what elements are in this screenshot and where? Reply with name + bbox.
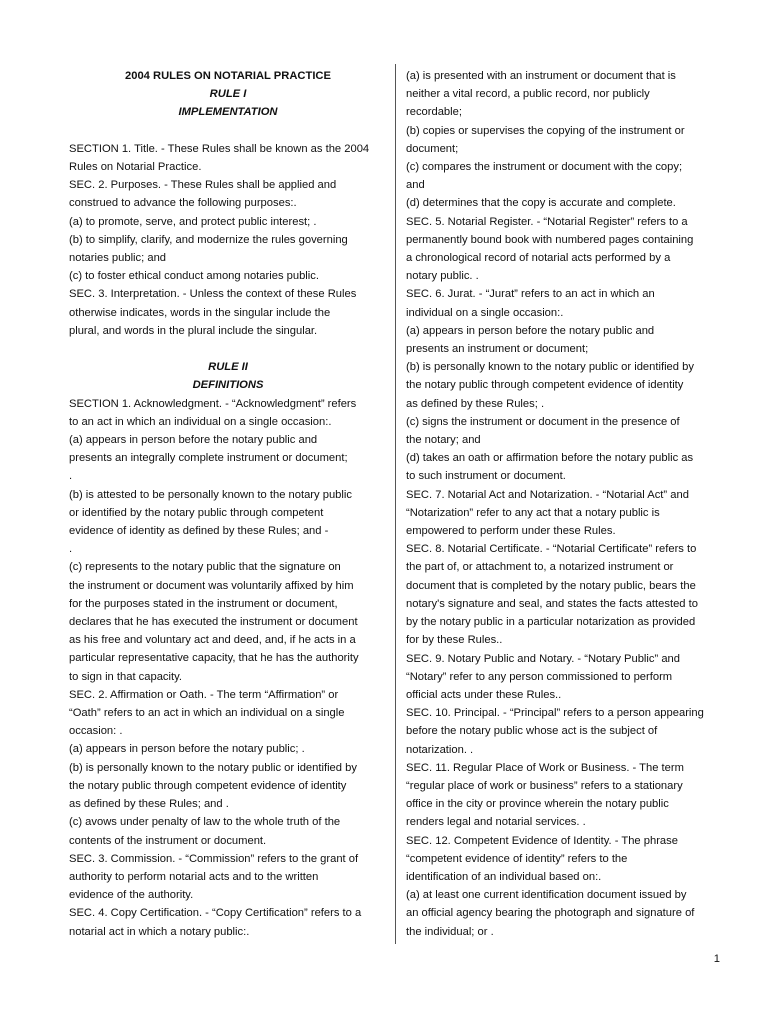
left-text-line: DEFINITIONS <box>192 379 264 392</box>
right-text-line: neither a vital record, a public record, nor publicly <box>406 88 650 101</box>
left-text-line: SEC. 2. Affirmation or Oath. - The term “Affirmation” or <box>69 688 339 701</box>
left-text-line: RULE II <box>208 361 248 374</box>
left-text-line: (a) appears in person before the notary public and <box>69 434 318 447</box>
right-text-line: a chronological record of notarial acts performed by a <box>406 252 671 265</box>
left-text-line: evidence of identity as defined by these Rules; and - <box>69 525 329 538</box>
right-text-line: (b) is personally known to the notary public or identified by <box>406 361 694 374</box>
page-number: 1 <box>713 953 720 965</box>
right-text-line: by the notary public in a particular notarization as provided <box>406 616 696 629</box>
left-text-line: evidence of the authority. <box>69 889 194 902</box>
right-text-line: the notary; and <box>406 434 481 447</box>
right-text-line: to such instrument or document. <box>406 470 566 483</box>
left-text-line: SECTION 1. Title. - These Rules shall be known as the 2004 <box>69 142 370 155</box>
left-text-line: to an act in which an individual on a single occasion:. <box>69 415 332 428</box>
left-text-line: for the purposes stated in the instrument or document, <box>69 597 338 610</box>
left-text-line: (c) avows under penalty of law to the whole truth of the <box>69 816 341 829</box>
left-text-line: SECTION 1. Acknowledgment. - “Acknowledgment” refers <box>69 397 357 410</box>
left-text-line: Rules on Notarial Practice. <box>69 161 202 173</box>
right-text-line: SEC. 10. Principal. - “Principal” refers to a person appearing <box>406 707 704 720</box>
left-text-line: (c) to foster ethical conduct among notaries public. <box>69 270 319 283</box>
left-column <box>69 67 387 941</box>
left-text-line: (b) is personally known to the notary public or identified by <box>69 761 357 774</box>
right-text-line: identification of an individual based on:. <box>406 870 602 883</box>
right-text-line: document; <box>406 142 459 155</box>
right-text-line: (c) compares the instrument or document with the copy; <box>406 161 683 174</box>
left-text-line: as his free and voluntary act and deed, and, if he acts in a <box>69 634 356 647</box>
right-text-line: and <box>406 179 425 192</box>
right-text-line: SEC. 5. Notarial Register. - “Notarial Register” refers to a <box>406 215 688 228</box>
left-text-line: particular representative capacity, that he has the authority <box>69 652 359 665</box>
left-text-line: occasion: . <box>69 725 123 738</box>
right-text-line: SEC. 7. Notarial Act and Notarization. - “Notarial Act” and <box>406 488 689 501</box>
left-text-line: otherwise indicates, words in the singular include the <box>69 306 331 319</box>
left-text-line: the notary public through competent evidence of identity <box>69 779 347 792</box>
right-text-line: SEC. 8. Notarial Certificate. - “Notarial Certificate” refers to <box>406 543 697 556</box>
right-text-line: an official agency bearing the photograph and signature of <box>406 907 695 920</box>
right-text-line: (a) appears in person before the notary public and <box>406 324 655 337</box>
left-text-line: . <box>69 470 73 483</box>
left-text-line: contents of the instrument or document. <box>69 834 267 847</box>
right-text-line: SEC. 12. Competent Evidence of Identity. - The phrase <box>406 834 678 847</box>
left-text-line: IMPLEMENTATION <box>178 106 278 119</box>
right-text-line: notary's signature and seal, and states the facts attested to <box>406 597 698 610</box>
right-text-line: permanently bound book with numbered pages containing <box>406 233 694 246</box>
right-text-line: (a) is presented with an instrument or document that is <box>406 70 676 82</box>
left-text-line: or identified by the notary public through competent <box>69 506 324 519</box>
left-text-line: to sign in that capacity. <box>69 670 182 683</box>
right-text-line: (a) at least one current identification document issued by <box>406 889 687 902</box>
left-text-line: notaries public; and <box>69 252 167 265</box>
column-divider <box>395 64 396 944</box>
left-text-line: (b) to simplify, clarify, and modernize the rules governing <box>69 233 348 246</box>
left-text-line: presents an integrally complete instrument or document; <box>69 452 348 465</box>
right-text-line: the part of, or attachment to, a notarized instrument or <box>406 561 674 574</box>
left-text-line: (a) to promote, serve, and protect public interest; . <box>69 215 317 228</box>
right-text-line: “competent evidence of identity” refers to the <box>406 852 628 865</box>
left-text-line: authority to perform notarial acts and to the written <box>69 870 319 883</box>
right-text-line: (d) takes an oath or affirmation before the notary public as <box>406 452 694 465</box>
blank-line <box>69 340 387 358</box>
right-text-line: the notary public through competent evidence of identity <box>406 379 684 392</box>
left-text-line: declares that he has executed the instrument or document <box>69 616 358 629</box>
right-text-line: “Notary” refer to any person commissioned to perform <box>406 670 673 683</box>
right-text-line: SEC. 11. Regular Place of Work or Business. - The term <box>406 761 684 774</box>
right-text-line: SEC. 6. Jurat. - “Jurat” refers to an act in which an <box>406 288 655 301</box>
left-text-line: (b) is attested to be personally known to the notary public <box>69 488 352 501</box>
right-text-line: the individual; or . <box>406 925 494 938</box>
left-text-line: notarial act in which a notary public:. <box>69 925 250 938</box>
right-text-line: document that is completed by the notary public, bears the <box>406 579 696 592</box>
right-text-line: notary public. . <box>406 270 479 283</box>
right-text-line: as defined by these Rules; . <box>406 397 545 410</box>
left-text-line: (a) appears in person before the notary public; . <box>69 743 305 756</box>
left-text-line: plural, and words in the plural include the singular. <box>69 324 318 337</box>
right-column <box>406 67 724 941</box>
right-text-line: “Notarization” refer to any act that a notary public is <box>406 506 660 519</box>
left-text-line: “Oath” refers to an act in which an individual on a single <box>69 707 345 720</box>
left-text-line: (c) represents to the notary public that the signature on <box>69 561 341 574</box>
right-text-line: presents an instrument or document; <box>406 343 589 356</box>
right-text-line: renders legal and notarial services. . <box>406 816 586 829</box>
left-text-line: the instrument or document was voluntarily affixed by him <box>69 579 354 592</box>
right-text-line: individual on a single occasion:. <box>406 306 564 319</box>
left-text-line: SEC. 4. Copy Certification. - “Copy Certification” refers to a <box>69 907 362 920</box>
right-text-line: for by these Rules.. <box>406 634 503 647</box>
left-text-line: RULE I <box>209 88 247 101</box>
right-text-line: recordable; <box>406 106 462 119</box>
right-text-line: (c) signs the instrument or document in the presence of <box>406 415 680 428</box>
right-text-line: “regular place of work or business” refers to a stationary <box>406 779 683 792</box>
left-text-line: SEC. 3. Interpretation. - Unless the context of these Rules <box>69 288 357 301</box>
right-text-line: before the notary public whose act is the subject of <box>406 725 658 738</box>
right-text-line: (d) determines that the copy is accurate and complete. <box>406 197 676 210</box>
left-text-line: 2004 RULES ON NOTARIAL PRACTICE <box>125 70 331 82</box>
right-text-line: empowered to perform under these Rules. <box>406 525 616 538</box>
right-text-line: (b) copies or supervises the copying of the instrument or <box>406 124 685 137</box>
left-text-line: SEC. 3. Commission. - “Commission” refers to the grant of <box>69 852 359 865</box>
left-text-line: as defined by these Rules; and . <box>69 798 229 811</box>
left-text-line: SEC. 2. Purposes. - These Rules shall be applied and <box>69 179 337 192</box>
right-text-line: official acts under these Rules.. <box>406 688 562 701</box>
right-text-line: notarization. . <box>406 743 474 756</box>
left-text-line: . <box>69 543 73 556</box>
right-text-line: office in the city or province wherein the notary public <box>406 798 669 811</box>
left-text-line: construed to advance the following purposes:. <box>69 197 297 210</box>
blank-line <box>69 122 387 140</box>
right-text-line: SEC. 9. Notary Public and Notary. - “Notary Public” and <box>406 652 680 665</box>
